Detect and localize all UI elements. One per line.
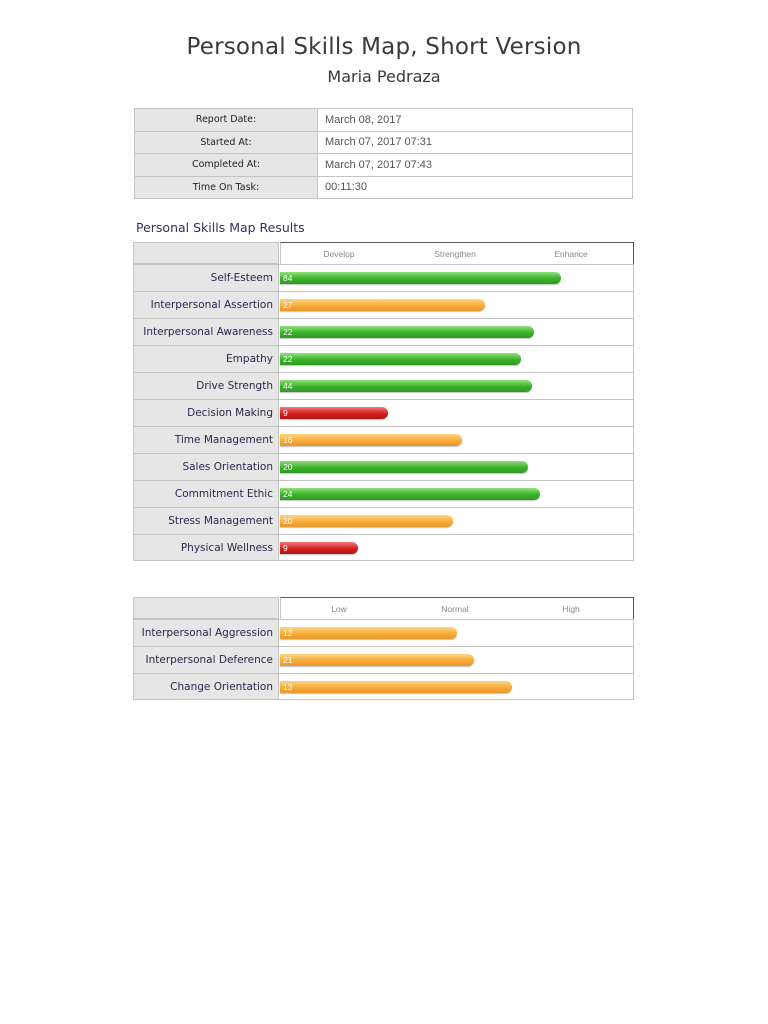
scale-header xyxy=(280,597,634,619)
info-row xyxy=(135,154,633,177)
score-label: 16 xyxy=(283,435,293,445)
page-title: Personal Skills Map, Short Version xyxy=(186,34,582,60)
risk-bar-chart xyxy=(133,597,634,700)
bar-cell xyxy=(280,481,634,507)
score-label: 22 xyxy=(283,354,293,364)
score-label: 9 xyxy=(283,543,288,553)
score-label: 21 xyxy=(283,655,293,665)
chart-header xyxy=(133,597,634,619)
score-bar xyxy=(280,353,521,365)
bar-cell xyxy=(280,535,634,560)
bar-cell xyxy=(280,265,634,291)
header-label-cell xyxy=(133,242,279,264)
person-name: Maria Pedraza xyxy=(327,67,441,86)
skill-name: Sales Orientation xyxy=(133,454,279,480)
skill-row xyxy=(133,345,634,372)
skill-name: Self-Esteem xyxy=(133,265,279,291)
score-label: 9 xyxy=(283,408,288,418)
score-bar xyxy=(280,326,534,338)
skill-name: Empathy xyxy=(133,346,279,372)
score-label: 44 xyxy=(283,381,293,391)
skill-row xyxy=(133,646,634,673)
skill-name: Change Orientation xyxy=(133,674,279,699)
score-label: 20 xyxy=(283,462,293,472)
score-label: 27 xyxy=(283,300,293,310)
skill-name: Interpersonal Deference xyxy=(133,647,279,673)
bar-cell xyxy=(280,620,634,646)
scale-label: Enhance xyxy=(554,249,588,259)
info-row xyxy=(135,109,633,132)
skill-name: Interpersonal Aggression xyxy=(133,620,279,646)
info-row xyxy=(135,176,633,199)
skill-name: Interpersonal Awareness xyxy=(133,319,279,345)
bar-cell xyxy=(280,373,634,399)
skill-name: Interpersonal Assertion xyxy=(133,292,279,318)
skill-row xyxy=(133,673,634,700)
skill-row xyxy=(133,426,634,453)
info-label: Report Date: xyxy=(135,109,318,132)
info-row xyxy=(135,131,633,154)
header-label-cell xyxy=(133,597,279,619)
skill-name: Drive Strength xyxy=(133,373,279,399)
skill-name: Physical Wellness xyxy=(133,535,279,560)
report-info-table xyxy=(134,108,633,199)
bar-cell xyxy=(280,508,634,534)
score-label: 13 xyxy=(283,682,293,692)
bar-cell xyxy=(280,647,634,673)
score-bar xyxy=(280,380,532,392)
scale-label: Normal xyxy=(441,604,469,614)
score-bar xyxy=(280,681,512,693)
scale-label: High xyxy=(562,604,580,614)
bar-cell xyxy=(280,292,634,318)
info-value: 00:11:30 xyxy=(318,176,633,199)
scale-label: Strengthen xyxy=(434,249,476,259)
bar-cell xyxy=(280,454,634,480)
score-label: 24 xyxy=(283,489,293,499)
score-bar xyxy=(280,299,485,311)
skill-row xyxy=(133,534,634,561)
score-bar xyxy=(280,488,540,500)
bar-cell xyxy=(280,400,634,426)
score-bar xyxy=(280,272,561,284)
score-bar xyxy=(280,627,457,639)
score-label: 12 xyxy=(283,628,293,638)
info-value: March 07, 2017 07:43 xyxy=(318,154,633,177)
info-label: Started At: xyxy=(135,131,318,154)
bar-cell xyxy=(280,674,634,699)
score-bar xyxy=(280,461,528,473)
info-label: Completed At: xyxy=(135,154,318,177)
skill-name: Decision Making xyxy=(133,400,279,426)
score-label: 84 xyxy=(283,273,293,283)
skill-row xyxy=(133,619,634,646)
skill-name: Time Management xyxy=(133,427,279,453)
scale-header xyxy=(280,242,634,264)
score-label: 22 xyxy=(283,327,293,337)
chart-header xyxy=(133,242,634,264)
skill-row xyxy=(133,318,634,345)
skill-row xyxy=(133,372,634,399)
skill-name: Stress Management xyxy=(133,508,279,534)
skill-row xyxy=(133,453,634,480)
score-label: 20 xyxy=(283,516,293,526)
skill-row xyxy=(133,291,634,318)
info-value: March 07, 2017 07:31 xyxy=(318,131,633,154)
skill-row xyxy=(133,264,634,291)
score-bar xyxy=(280,515,453,527)
skill-row xyxy=(133,507,634,534)
results-section-title: Personal Skills Map Results xyxy=(136,220,305,235)
skills-bar-chart xyxy=(133,242,634,561)
skill-row xyxy=(133,399,634,426)
info-value: March 08, 2017 xyxy=(318,109,633,132)
score-bar xyxy=(280,407,388,419)
bar-cell xyxy=(280,346,634,372)
scale-label: Develop xyxy=(323,249,355,259)
bar-cell xyxy=(280,427,634,453)
skill-name: Commitment Ethic xyxy=(133,481,279,507)
score-bar xyxy=(280,434,462,446)
info-label: Time On Task: xyxy=(135,176,318,199)
scale-label: Low xyxy=(331,604,347,614)
skill-row xyxy=(133,480,634,507)
bar-cell xyxy=(280,319,634,345)
score-bar xyxy=(280,654,474,666)
score-bar xyxy=(280,542,358,554)
